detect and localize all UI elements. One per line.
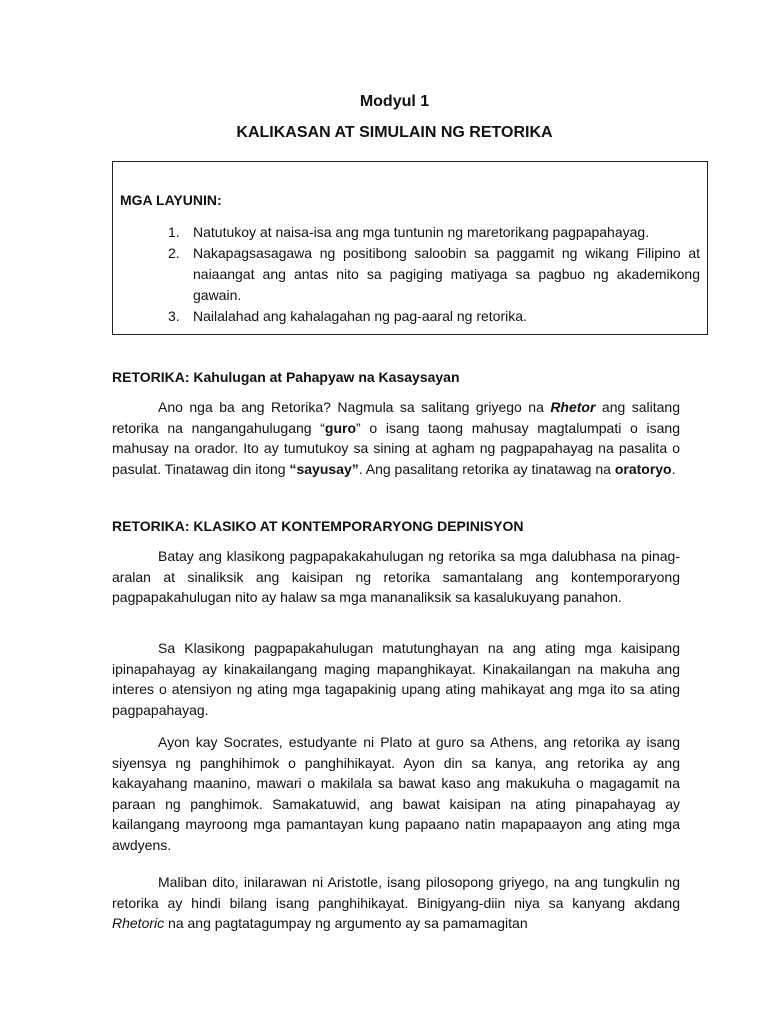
section-heading-kahulugan: RETORIKA: Kahulugan at Pahapyaw na Kasaysayan (112, 369, 460, 385)
objective-number: 3. (168, 308, 180, 324)
term-sayusay: “sayusay” (289, 460, 359, 477)
term-guro: guro (324, 419, 357, 436)
text-run: . (671, 460, 676, 477)
module-title: KALIKASAN AT SIMULAIN NG RETORIKA (236, 124, 553, 141)
objective-item (168, 243, 700, 306)
objectives-box (112, 161, 708, 335)
objective-item (168, 222, 700, 243)
text-run: ang salitang retorika na nangangahulugang “ (112, 399, 680, 436)
objective-number: 2. (168, 245, 180, 261)
objective-text: Nailalahad ang kahalagahan ng pag-aaral ng retorika. (193, 308, 527, 324)
objective-text: Natutukoy at naisa-isa ang mga tuntunin ng maretorikang pagpapahayag. (193, 224, 650, 240)
objective-text: Nakapagsasagawa ng positibong saloobin sa paggamit ng wikang Filipino at naiaangat ang antas nito sa pagiging matiyaga sa pagbuo ng akademikong gawain. (193, 245, 700, 303)
paragraph-klasikong-pagpapakahulugan: Sa Klasikong pagpapakahulugan matutunghayan na ang ating mga kaisipang ipinapahayag ay kinakailangang maging mapanghikayat. Kinakailangan na makuha ang interes o atensiyon ng ating mga tagapakinig upang ating mahikayat ang mga ito sa ating pagpapahayag. (112, 640, 680, 718)
objective-item (168, 306, 700, 327)
document-page (112, 92, 700, 932)
module-number: Modyul 1 (359, 93, 430, 110)
paragraph-retorika-definition (112, 397, 680, 479)
paragraph-klasiko-kontemporaryo: Batay ang klasikong pagpapakakahulugan ng retorika sa mga dalubhasa na pinag-aralan at sinaliksik ang kaisipan ng retorika samantalang ang kontemporaryong pagpapakahulugan nito ay halaw sa mga mananaliksik sa kasalukuyang panahon. (112, 548, 680, 606)
paragraph-socrates: Ayon kay Socrates, estudyante ni Plato at guro sa Athens, ang retorika ay isang siyensya ng panghihimok o panghihikayat. Ayon din sa kanya, ang retorika ay ang kakayahang maanino, mawari o makilala sa bawat kaso ang makukuha o magagamit na paraan ng panghimok. Samakatuwid, ang bawat kaisipan na ating pinapahayag ay kailangang mayroong mga pamantayan kung papaano natin mapapaayon ang ating mga awdyens. (112, 734, 680, 853)
text-run: . Ang pasalitang retorika ay tinatawag na (358, 460, 615, 477)
section-heading-depinisyon: RETORIKA: KLASIKO AT KONTEMPORARYONG DEPINISYON (112, 518, 524, 534)
term-oratoryo: oratoryo (614, 460, 672, 477)
objectives-list (168, 222, 700, 327)
text-run: na ang pagtatagumpay ng argumento ay sa pamamagitan (164, 915, 528, 932)
text-run: Ano nga ba ang Retorika? Nagmula sa salitang griyego na (158, 399, 551, 415)
objective-number: 1. (168, 224, 180, 240)
term-rhetor: Rhetor (550, 399, 596, 415)
text-run: Maliban dito, inilarawan ni Aristotle, isang pilosopong griyego, na ang tungkulin ng retorika ay hindi bilang isang panghihikayat. Binigyang-diin niya sa kanyang akdang (112, 874, 680, 911)
objectives-heading: MGA LAYUNIN: (120, 192, 222, 208)
text-run: ” o isang taong mahusay magtalumpati o isang mahusay na orador. Ito ay tumutukoy sa sining at agham ng pagpapahayag na pasalita o pasulat. Tinatawag din itong (112, 419, 680, 477)
term-rhetoric: Rhetoric (112, 915, 165, 932)
paragraph-aristotle (112, 872, 680, 934)
